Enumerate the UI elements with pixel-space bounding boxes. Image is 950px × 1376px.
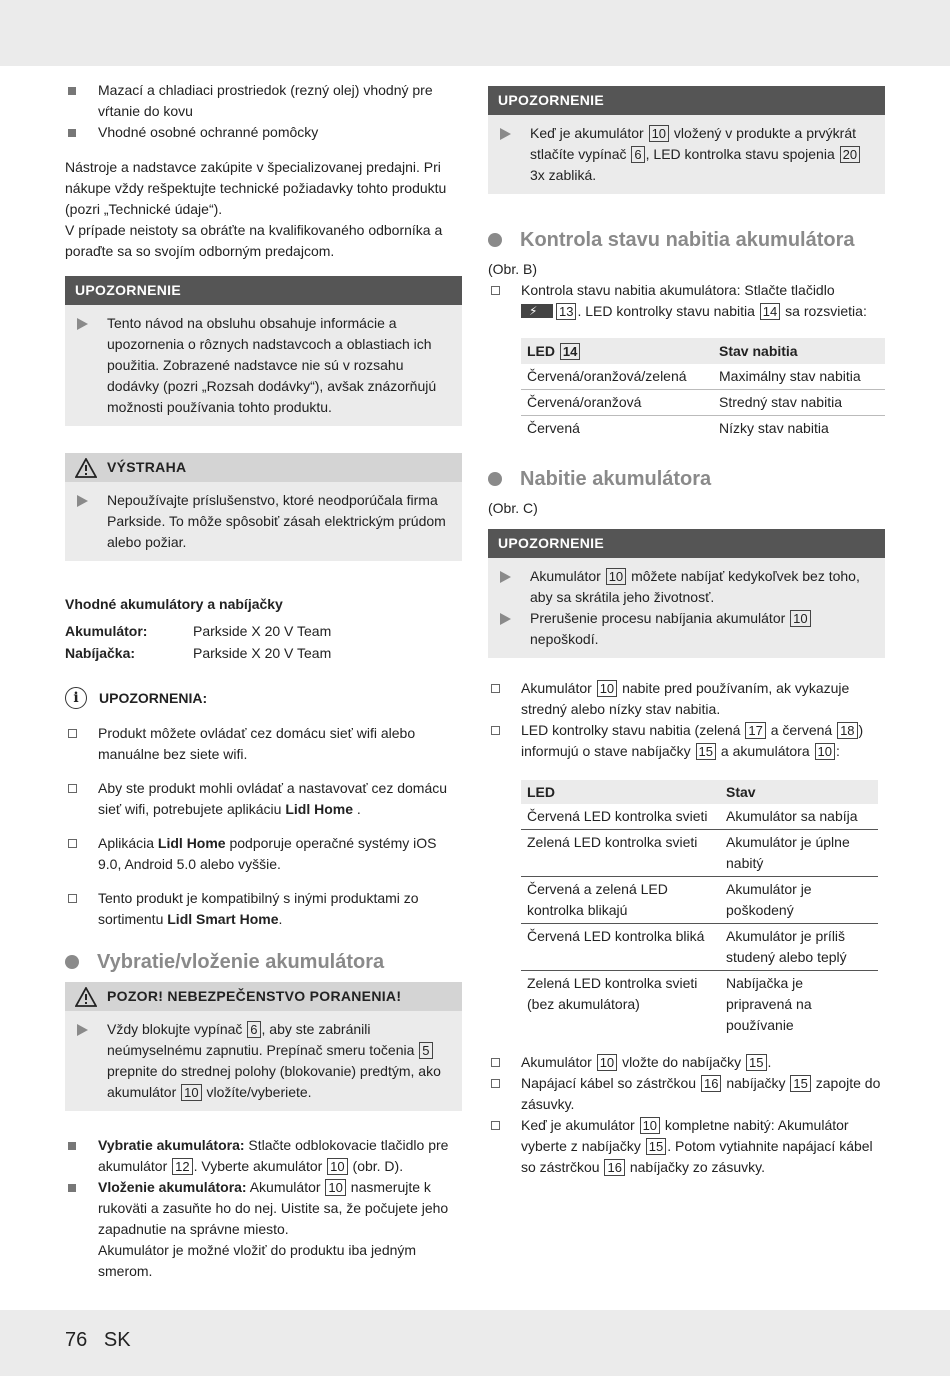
list-item: Produkt môžete ovládať cez domácu sieť wifi alebo manuálne bez siete wifi.	[65, 723, 462, 765]
table-row: Zelená LED kontrolka svieti (bez akumulátora) Nabíjačka je pripravená na používanie	[527, 975, 812, 1033]
table-row: Červená LED kontrolka bliká Akumulátor je príliš studený alebo teplý	[521, 924, 878, 971]
list-item: Akumulátor 10 nabite pred používaním, ak vykazuje stredný alebo nízky stav nabitia.	[488, 678, 885, 720]
notice-box	[65, 276, 462, 426]
list-item: Kontrola stavu nabitia akumulátora: Stlačte tlačidlo ⚡13 . LED kontrolky stavu nabitia 14 sa rozsvietia:	[488, 280, 885, 322]
left-column	[65, 80, 462, 1282]
charging-steps-list	[488, 1052, 885, 1178]
right-column	[488, 86, 885, 1178]
notice-text: Prerušenie procesu nabíjania akumulátor 10 nepoškodí.	[488, 608, 871, 650]
list-item: Vloženie akumulátora: Akumulátor 10 nasmerujte k rukoväti a zasuňte ho do nej. Uistite sa, že počujete jeho zapadnutie na správne miesto. Akumulátor je možné vložiť do produktu iba jedným smerom.	[65, 1177, 462, 1282]
table-row: Zelená LED kontrolka svieti Akumulátor je úplne nabitý	[521, 830, 878, 877]
notes-title: UPOZORNENIA:	[99, 689, 208, 706]
charger-label: Nabíjačka:	[65, 645, 136, 661]
section-heading: Vybratie/vloženie akumulátora	[65, 948, 462, 976]
charging-list	[488, 678, 885, 762]
warning-icon	[75, 458, 97, 478]
figure-ref: (Obr. C)	[488, 500, 538, 516]
top-band	[0, 0, 950, 66]
table-row: Červená LED kontrolka svieti Akumulátor sa nabíja	[521, 804, 878, 830]
notice-text: Tento návod na obsluhu obsahuje informácie a upozornenia o rôznych nadstavcoch a oblastiach ich použitia. Zobrazené nadstavce nie sú v rozsahu dodávky (pozri „Rozsah dodávky“), avšak znázorňujú možnosti používania tohto produktu.	[65, 313, 448, 418]
table-header: LED 14	[521, 338, 713, 364]
list-item: Mazací a chladiaci prostriedok (rezný olej) vhodný pre vŕtanie do kovu	[65, 80, 462, 122]
section-heading: Nabitie akumulátora	[488, 465, 885, 493]
page-number: 76 SK	[65, 1329, 131, 1351]
warning-text: Nepoužívajte príslušenstvo, ktoré neodporúčala firma Parkside. To môže spôsobiť zásah elektrickým prúdom alebo požiar.	[65, 490, 448, 553]
notice-text: Akumulátor 10 môžete nabíjať kedykoľvek bez toho, aby sa skrátila jeho životnosť.	[488, 566, 871, 608]
notice-box	[488, 86, 885, 194]
list-item: Aby ste produkt mohli ovládať a nastavovať cez domácu sieť wifi, potrebujete aplikáciu Lidl Home .	[65, 778, 462, 820]
intro-paragraph-2: V prípade neistoty sa obráťte na kvalifikovaného odborníka a poraďte sa so svojím odborným predajcom.	[65, 222, 443, 259]
list-item: Tento produkt je kompatibilný s inými produktami zo sortimentu Lidl Smart Home.	[65, 888, 462, 930]
figure-ref: (Obr. B)	[488, 261, 538, 277]
list-item: Vybratie akumulátora: Stlačte odblokovacie tlačidlo pre akumulátor 12 . Vyberte akumulátor 10 (obr. D).	[65, 1135, 462, 1177]
notice-title: UPOZORNENIE	[65, 276, 462, 305]
caution-box	[65, 982, 462, 1111]
caution-text: Vždy blokujte vypínač 6 , aby ste zabránili neúmyselnému zapnutiu. Prepínač smeru točenia 5 prepnite do strednej polohy (blokovanie) predtým, ako akumulátor 10 vložíte/vyberiete.	[65, 1019, 448, 1103]
bullet-dot-icon	[488, 472, 502, 486]
intro-paragraph: Nástroje a nadstavce zakúpite v špecializovanej predajni. Pri nákupe vždy rešpektujte technické požiadavky tohto produktu (pozri „Technické údaje“).	[65, 159, 447, 217]
charge-state-table	[521, 338, 885, 441]
list-item: Aplikácia Lidl Home podporuje operačné systémy iOS 9.0, Android 5.0 alebo vyššie.	[65, 833, 462, 875]
section-heading: Kontrola stavu nabitia akumulátora	[488, 226, 885, 254]
battery-label: Akumulátor:	[65, 623, 148, 639]
table-row: Červená/oranžová/zelená Maximálny stav nabitia	[521, 364, 885, 390]
remove-insert-list	[65, 1135, 462, 1282]
table-header: LED	[521, 780, 720, 804]
list-item: Vhodné osobné ochranné pomôcky	[65, 122, 462, 143]
notice-title: UPOZORNENIE	[488, 529, 885, 558]
warning-box	[65, 453, 462, 561]
table-header: Stav nabitia	[713, 338, 885, 364]
charge-button-icon	[521, 304, 553, 318]
notes-header	[65, 687, 462, 709]
caution-title: POZOR! NEBEZPEČENSTVO PORANENIA!	[107, 988, 402, 1004]
notice-box	[488, 529, 885, 658]
battery-value: Parkside X 20 V Team	[193, 623, 332, 639]
list-item: Akumulátor 10 vložte do nabíjačky 15 .	[488, 1052, 885, 1073]
warning-icon	[75, 987, 97, 1007]
bullet-dot-icon	[488, 233, 502, 247]
table-row: Červená/oranžová Stredný stav nabitia	[521, 390, 885, 416]
charge-check-list	[488, 280, 885, 322]
table-header: Stav	[720, 780, 878, 804]
table-row: Červená a zelená LED kontrolka blikajú Akumulátor je poškodený	[521, 877, 878, 924]
accessories-heading: Vhodné akumulátory a nabíjačky	[65, 596, 283, 612]
charger-value: Parkside X 20 V Team	[193, 645, 332, 661]
tools-list	[65, 80, 462, 143]
notice-title: UPOZORNENIE	[488, 86, 885, 115]
accessories-spec	[65, 621, 462, 664]
bullet-dot-icon	[65, 955, 79, 969]
notice-text: Keď je akumulátor 10 vložený v produkte a prvýkrát stlačíte vypínač 6 , LED kontrolka stavu spojenia 20 3x zabliká.	[488, 123, 871, 186]
list-item: Keď je akumulátor 10 kompletne nabitý: Akumulátor vyberte z nabíjačky 15 . Potom vytiahnite napájací kábel so zástrčkou 16 nabíjačky zo zásuvky.	[488, 1115, 885, 1178]
led-status-table	[521, 780, 878, 1038]
list-item: LED kontrolky stavu nabitia (zelená 17 a červená 18 ) informujú o stave nabíjačky 15 a akumulátora 10 :	[488, 720, 885, 762]
info-icon: i	[65, 687, 87, 709]
footer	[0, 1310, 950, 1376]
list-item: Napájací kábel so zástrčkou 16 nabíjačky 15 zapojte do zásuvky.	[488, 1073, 885, 1115]
notes-list	[65, 723, 462, 930]
table-row: Červená Nízky stav nabitia	[527, 420, 829, 436]
warning-title: VÝSTRAHA	[107, 459, 187, 475]
